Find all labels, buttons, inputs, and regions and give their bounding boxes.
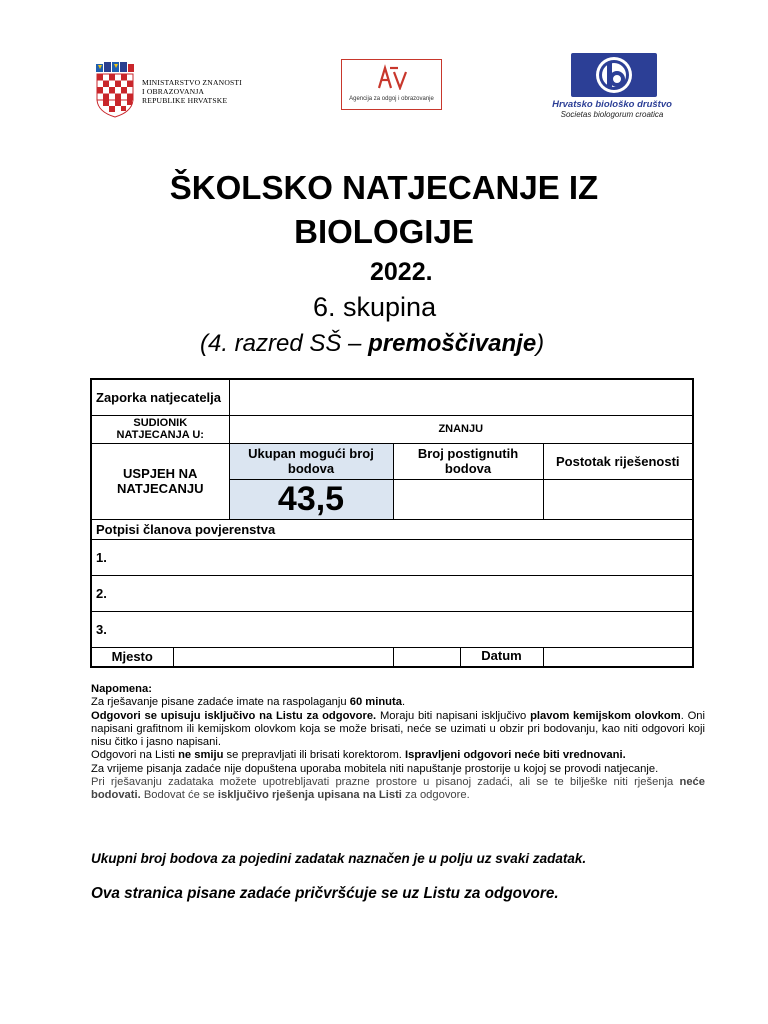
competition-form-table	[90, 378, 694, 668]
hbd-b-icon	[573, 55, 655, 95]
points-note: Ukupni broj bodova za pojedini zadatak naznačen je u polju uz svaki zadatak.	[91, 851, 587, 866]
instr-1c: .	[401, 696, 406, 709]
instructions	[91, 683, 705, 803]
achieved-points-header: Broj postignutih bodova	[393, 443, 543, 479]
instr-3b: ne smiju	[178, 749, 224, 762]
society-name: Hrvatsko biološko društvo	[552, 99, 672, 110]
ministry-line-1: MINISTARSTVO ZNANOSTI	[142, 78, 242, 87]
datum-label: Datum	[460, 648, 543, 667]
instr-5e: za odgovore.	[401, 789, 470, 802]
instr-5c: Bodovat će se	[140, 789, 218, 802]
instr-5d: isključivo rješenja upisana na Listi	[217, 789, 402, 802]
achieved-points-field[interactable]	[393, 479, 543, 519]
instr-5b: neće bodovati.	[91, 776, 705, 802]
sudionik-label: SUDIONIK NATJECANJA U:	[91, 415, 229, 443]
ministry-name	[142, 78, 242, 105]
ministry-logo	[94, 62, 242, 118]
society-logo	[552, 52, 672, 122]
agency-caption: Agencija za odgoj i obrazovanje	[349, 96, 434, 102]
signature-line-2[interactable]: 2.	[91, 575, 693, 611]
instr-1b: 60 minuta	[349, 696, 402, 709]
ministry-line-2: I OBRAZOVANJA	[142, 87, 205, 96]
grade-prefix: (4. razred SŠ –	[200, 330, 369, 357]
signature-line-3[interactable]: 3.	[91, 611, 693, 647]
znanju-value: ZNANJU	[229, 415, 693, 443]
instr-3d: Ispravljeni odgovori neće biti vrednovani.	[405, 749, 626, 762]
mjesto-label: Mjesto	[91, 647, 173, 667]
aoo-mark-icon	[376, 64, 408, 90]
title-line-2: BIOLOGIJE	[294, 213, 474, 250]
logo-bar	[0, 52, 768, 122]
competition-group: 6. skupina	[313, 292, 437, 322]
instr-3a: Odgovori na Listi	[91, 749, 179, 762]
uspjeh-label: USPJEH NA NATJECANJU	[91, 443, 229, 519]
mjesto-field[interactable]	[173, 647, 393, 667]
grade-line	[200, 330, 544, 358]
instr-2d: . Oni napisani grafitnom ili kemijskom olovkom koja se može brisati, neće se uzimati u obzir pri bodovanju, kao niti odgovori koji nisu čitko i jasno napisani.	[91, 709, 706, 749]
zaporka-label: Zaporka natjecatelja	[91, 379, 229, 415]
signatures-label: Potpisi članova povjerenstva	[91, 519, 693, 539]
instructions-heading: Napomena:	[91, 683, 152, 695]
zaporka-field[interactable]	[229, 379, 693, 415]
title-line-1: ŠKOLSKO NATJECANJE IZ	[169, 169, 599, 206]
datum-cell	[393, 647, 543, 667]
instr-2c: plavom kemijskom olovkom	[530, 709, 681, 722]
percent-header: Postotak riješenosti	[543, 443, 693, 479]
total-points-header: Ukupan mogući broj bodova	[229, 443, 393, 479]
instr-2a: Odgovori se upisuju isključivo na Listu za odgovore.	[91, 709, 377, 722]
attach-note: Ova stranica pisane zadaće pričvršćuje se uz Listu za odgovore.	[91, 885, 559, 902]
society-latin-name: Societas biologorum croatica	[560, 110, 664, 119]
instr-5a: Pri rješavanju zadataka možete upotrebljavati prazne prostore u pisanoj zadaći, ali se te bilješke niti rješenja	[91, 776, 680, 789]
total-points-value: 43,5	[229, 479, 393, 519]
datum-field[interactable]	[543, 647, 693, 667]
agency-logo	[341, 59, 442, 110]
instr-2b: Moraju biti napisani isključivo	[376, 709, 531, 722]
ministry-line-3: REPUBLIKE HRVATSKE	[142, 96, 228, 105]
instr-4: Za vrijeme pisanja zadaće nije dopuštena uporaba mobitela niti napuštanje prostorije u kojoj se provodi natjecanje.	[91, 762, 659, 775]
croatian-coat-of-arms-icon	[94, 62, 136, 118]
grade-suffix: )	[536, 330, 545, 357]
instr-1a: Za rješavanje pisane zadaće imate na raspolaganju	[91, 696, 350, 709]
competition-year: 2022.	[370, 258, 433, 286]
grade-bold: premoščivanje	[368, 330, 537, 357]
instr-3c: se prepravljati ili brisati korektorom.	[223, 749, 405, 762]
society-badge	[571, 53, 657, 97]
percent-field[interactable]	[543, 479, 693, 519]
signature-line-1[interactable]: 1.	[91, 539, 693, 575]
